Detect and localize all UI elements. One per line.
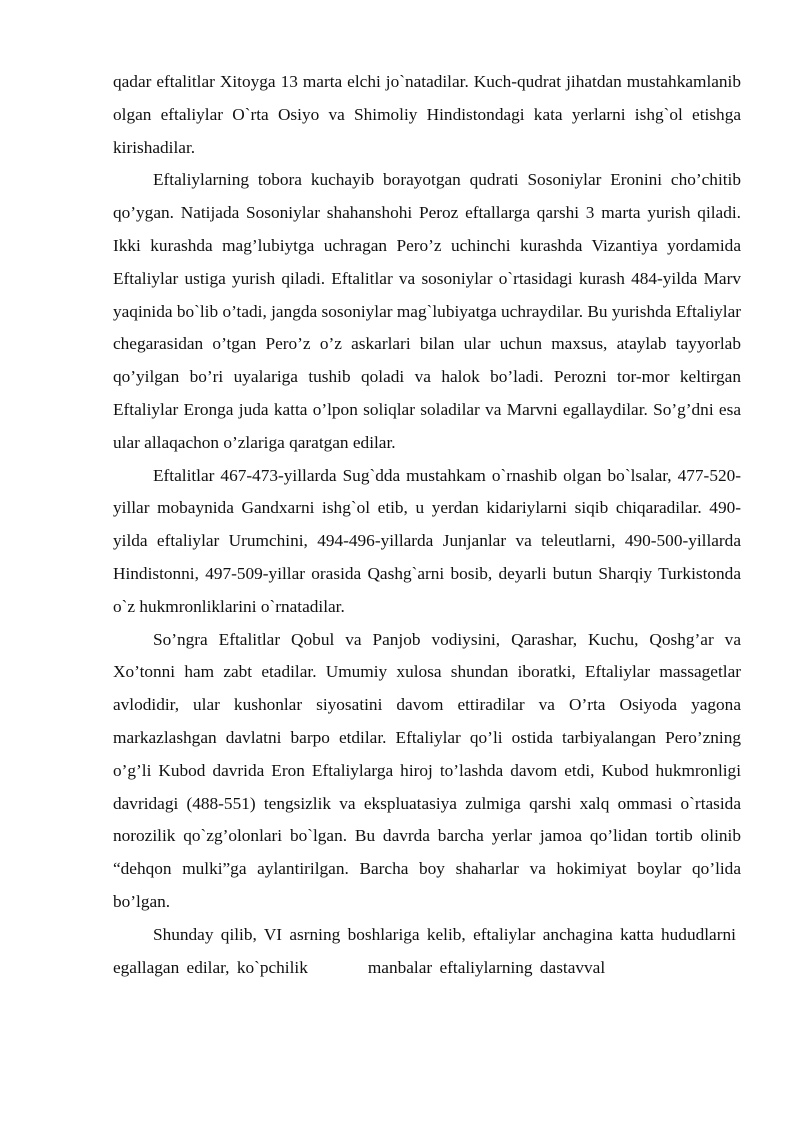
paragraph-3: Eftalitlar 467-473-yillarda Sug`dda mustahkam o`rnashib olgan bo`lsalar, 477-520-yillar mobaynida Gandxarni ishg`ol etib, u yerdan kidariylarni siqib chiqaradilar. 490-yilda eftaliylar Urumchini, 494-496-yillarda Junjanlar va teleutlarni, 490-500-yillarda Hindistonni, 497-509-yillar orasida Qashg`arni bosib, deyarli butun Sharqiy Turkistonda o`z hukmronliklarini o`rnatadilar.	[113, 465, 741, 616]
paragraph-2: Eftaliylarning tobora kuchayib borayotgan qudrati Sosoniylar Eronini cho’chitib qo’ygan. Natijada Sosoniylar shahanshohi Peroz eftallarga qarshi 3 marta yurish qiladi. Ikki kurashda mag’lubiytga uchragan Pero’z uchinchi kurashda Vizantiya yordamida Eftaliylar ustiga yurish qiladi. Eftalitlar va sosoniylar o`rtasidagi kurash 484-yilda Marv yaqinida bo`lib o’tadi, jangda sosoniylar mag`lubiyatga uchraydilar. Bu yurishda Eftaliylar chegarasidan o’tgan Pero’z o’z askarlari bilan ular uchun maxsus, ataylab tayyorlab qo’yilgan bo’ri uyalariga tushib qoladi va halok bo’ladi. Perozni tor-mor keltirgan Eftaliylar Eronga juda katta o’lpon soliqlar soladilar va Marvni egallaydilar. So’g’dni esa ular allaqachon o’zlariga qaratgan edilar.	[113, 170, 741, 452]
paragraph-5	[113, 919, 741, 985]
document-page	[113, 66, 741, 984]
paragraph-4: So’ngra Eftalitlar Qobul va Panjob vodiysini, Qarashar, Kuchu, Qoshg’ar va Xo’tonni ham zabt etadilar. Umumiy xulosa shundan iboratki, Eftaliylar massagetlar avlodidir, ular kushonlar siyosatini davom ettiradilar va O’rta Osiyoda yagona markazlashgan davlatni barpo etdilar. Eftaliylar qo’li ostida tarbiyalangan Pero’zning o’g’li Kubod davrida Eron Eftaliylarga hiroj to’lashda davom etdi, Kubod hukmronligi davridagi (488-551) tengsizlik va ekspluatasiya zulmiga qarshi xalq ommasi o`rtasida norozilik qo`zg’olonlari bo`lgan. Bu davrda barcha yerlar jamoa qo’lidan tortib olinib “dehqon mulki”ga aylantirilgan. Barcha boy shaharlar va hokimiyat boylar qo’lida bo’lgan.	[113, 629, 741, 911]
paragraph-1: qadar eftalitlar Xitoyga 13 marta elchi jo`natadilar. Kuch-qudrat jihatdan mustahkamlanib olgan eftaliylar O`rta Osiyo va Shimoliy Hindistondagi kata yerlarni ishg`ol etishga kirishadilar.	[113, 72, 741, 157]
paragraph-5-tail: manbalar eftaliylarning dastavval	[367, 957, 606, 977]
paragraph-5-text: Shunday qilib, VI asrning boshlariga kelib, eftaliylar anchagina katta hududlarni egallagan edilar, ko`pchilik	[113, 924, 736, 977]
